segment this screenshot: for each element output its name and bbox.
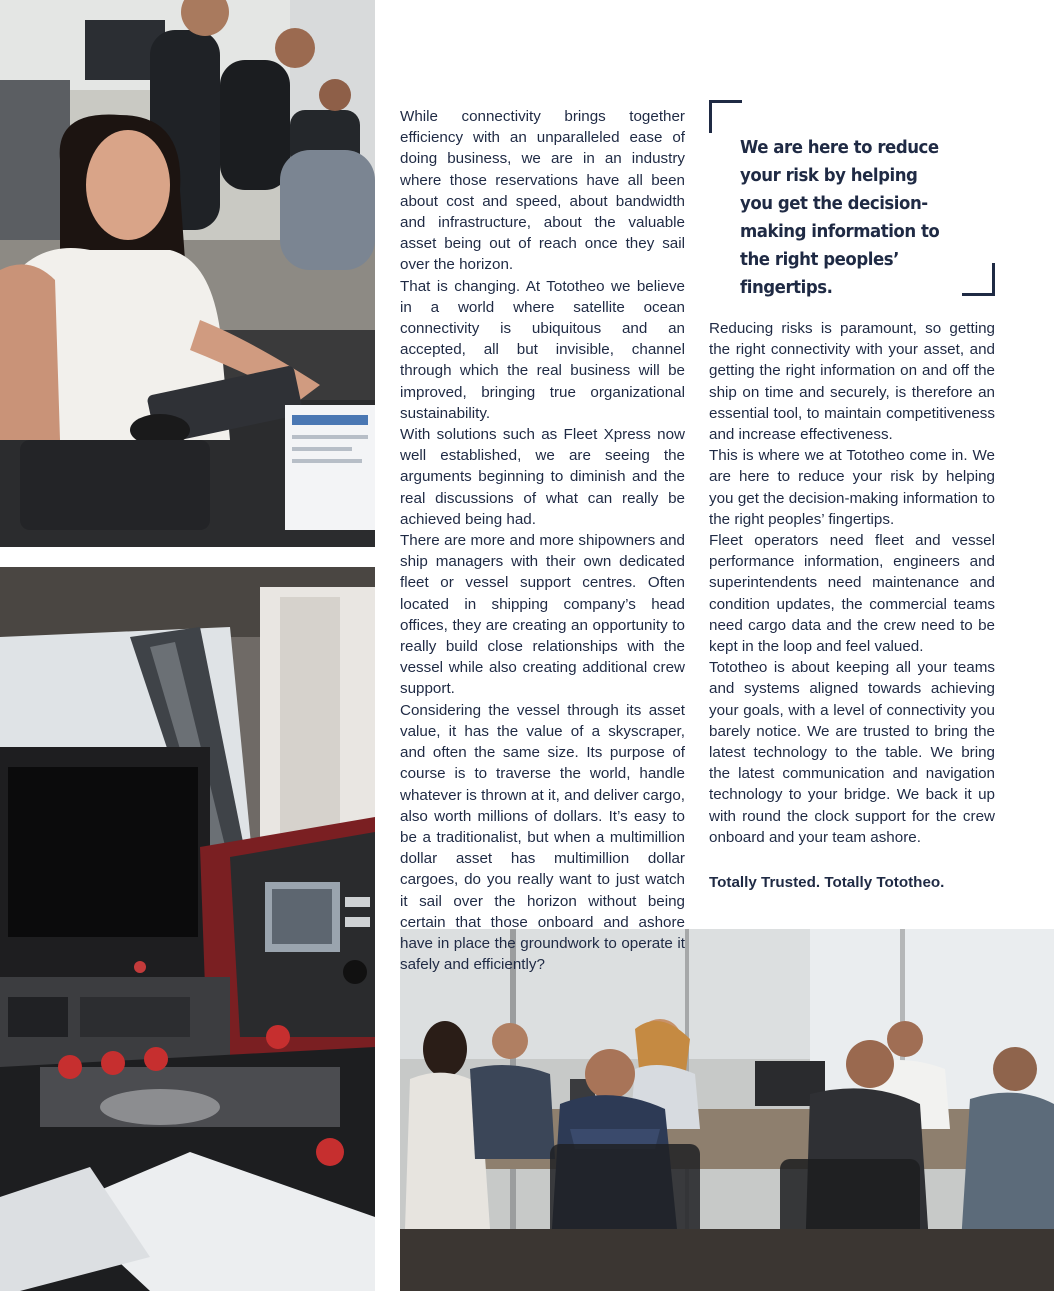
paragraph-asset-value: Considering the vessel through its asset value, it has the value of a skyscraper, and often the same size. Its purpose of course is to traverse the world, handle whatever is thrown at it, and deliver cargo, also worth millions of dollars. It’s easy to be a traditionalist, but when a multimillion dollar asset has multimillion dollar cargoes, do you really want to just watch it sail over the horizon without being certain that those onboard and ashore have in place the groundwork to operate it safely and efficiently? <box>400 701 685 974</box>
meeting-photo-illustration <box>400 929 1054 1291</box>
article-column-right <box>709 318 995 848</box>
paragraph-support-centres: There are more and more shipowners and ship managers with their own dedicated fleet or vessel support centres. Often located in shipping company’s head offices, they are creating an opportunity to really build close relationships with the vessel while also creating additional crew support. <box>400 532 685 698</box>
quote-bracket-top-left <box>709 100 742 133</box>
paragraph-changing: That is changing. At Tototheo we believe in a world where satellite ocean connectivity is ubiquitous and an accepted, all but invisible, channel through which the real business will be improved, bringing true organizational sustainability. <box>400 277 685 422</box>
meeting-photo <box>400 929 1054 1291</box>
quote-bracket-bottom-right <box>962 263 995 296</box>
office-photo <box>0 0 375 547</box>
pull-quote <box>709 100 995 296</box>
paragraph-operators-need: Fleet operators need fleet and vessel performance information, engineers and superintendents need maintenance and condition updates, the commercial teams need cargo data and the crew need to be kept in the loop and feel valued. <box>709 532 995 656</box>
tagline: Totally Trusted. Totally Tototheo. <box>709 874 945 891</box>
paragraph-about-tototheo: Tototheo is about keeping all your teams and systems aligned towards achieving your goals, with a level of connectivity you barely notice. We are trusted to bring the latest technology to the table. We bring the latest communication and navigation technology to your bridge. We back it up with round the clock support for the crew onboard and your team ashore. <box>709 659 995 846</box>
paragraph-where-we-come-in: This is where we at Tototheo come in. We are here to reduce your risk by helping you get the decision-making information to the right peoples’ fingertips. <box>709 447 995 528</box>
office-photo-illustration <box>0 0 375 547</box>
paragraph-reducing-risks: Reducing risks is paramount, so getting the right connectivity with your asset, and getting the right information on and off the ship on time and securely, is therefore an essential tool, to maintain competitiveness and increase effectiveness. <box>709 320 995 444</box>
article-column-left <box>400 106 685 975</box>
paragraph-intro: While connectivity brings together efficiency with an unparalleled ease of doing business, we are in an industry where those reservations have all been about cost and speed, about bandwidth and infrastructure, about the valuable asset being out of reach once they sail over the horizon. <box>400 108 685 274</box>
ship-bridge-photo-illustration <box>0 567 375 1291</box>
pull-quote-text: We are here to reduce your risk by helping you get the decision-making information to the right peoples’ fingertips. <box>740 137 940 298</box>
ship-bridge-photo <box>0 567 375 1291</box>
paragraph-fleet-xpress: With solutions such as Fleet Xpress now well established, we are seeing the arguments beginning to diminish and the real discussions of what can really be achieved being had. <box>400 426 685 528</box>
